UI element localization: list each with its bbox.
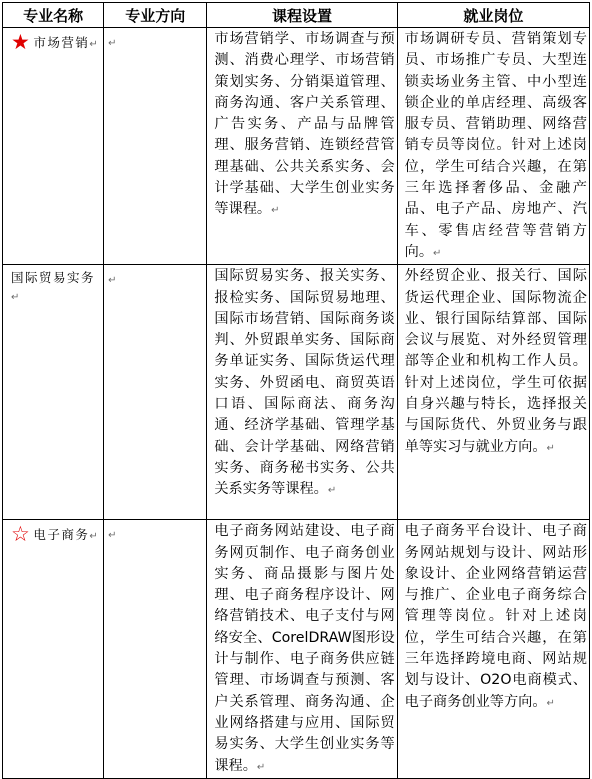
paragraph-mark-icon: ↵ xyxy=(256,761,266,773)
courses-text: 电子商务网站建设、电子商务网页制作、电子商务创业实务、商品摄影与图片处理、电子商务程序设计、网络营销技术、电子支付与网络安全、CorelDRAW图形设计与制作、电子商务供应链管理、市场调查与预测、客户关系管理、商务沟通、企业网络搭建与应用、国际贸易实务、大学生创业实务等课程。 xyxy=(214,523,395,774)
paragraph-mark-icon: ↵ xyxy=(327,485,337,497)
paragraph-mark-icon: ↵ xyxy=(11,292,21,304)
paragraph-mark-icon: ↵ xyxy=(89,39,100,50)
paragraph-mark-icon: ↵ xyxy=(271,205,280,217)
major-name: 电子商务 xyxy=(33,527,90,543)
table-row-ecommerce xyxy=(3,520,590,779)
paragraph-mark-icon: ↵ xyxy=(433,247,442,259)
major-name-cell xyxy=(3,28,104,265)
paragraph-mark-icon: ↵ xyxy=(108,530,117,542)
paragraph-mark-icon: ↵ xyxy=(89,531,100,543)
header-courses: 课程设置 xyxy=(207,3,397,28)
filled-star-icon: ★ xyxy=(11,30,32,54)
jobs-text: 电子商务平台设计、电子商务网站规划与设计、网站形象设计、企业网络营销运营与推广、企业电子商务综合管理等岗位。针对上述岗位，学生可结合兴趣，在第三年选择跨境电商、网站规划与设计、O2O电商模式、电子商务创业等方向。 xyxy=(404,523,587,710)
major-name: 国际贸易实务 xyxy=(11,270,96,286)
jobs-text: 市场调研专员、营销策划专员、市场推广专员、大型连锁卖场业务主管、中小型连锁企业的单店经理、高级客服专员、营销助理、网络营销专员等岗位。针对上述岗位，学生可结合兴趣，在第三年选择奢侈品、金融产品、电子产品、房地产、汽车、零售店经营等营销方向。 xyxy=(404,31,587,260)
courses-cell xyxy=(207,28,397,265)
jobs-cell xyxy=(397,265,589,520)
courses-text: 市场营销学、市场调查与预测、消费心理学、市场营销策划实务、分销渠道管理、商务沟通、客户关系管理、广告实务、产品与品牌管理、服务营销、连锁经营管理基础、公共关系实务、会计学基础、大学生创业实务等课程。 xyxy=(214,31,395,218)
header-direction: 专业方向 xyxy=(104,3,207,28)
paragraph-mark-icon: ↵ xyxy=(546,442,555,454)
courses-cell xyxy=(207,265,397,520)
header-major-name: 专业名称 xyxy=(3,3,104,28)
major-name-cell xyxy=(3,520,104,779)
paragraph-mark-icon: ↵ xyxy=(108,38,117,49)
jobs-cell xyxy=(397,520,589,779)
courses-text: 国际贸易实务、报关实务、报检实务、国际贸易地理、国际市场营销、国际商务谈判、外贸跟单实务、国际商务单证实务、国际货运代理实务、外贸函电、商贸英语口语、国际商法、商务沟通、经济学基础、管理学基础、会计学基础、网络营销实务、商务秘书实务、公共关系实务等课程。 xyxy=(214,268,395,498)
direction-cell xyxy=(104,28,207,265)
hollow-star-icon: ☆ xyxy=(11,522,32,547)
table-row-marketing xyxy=(3,28,590,265)
paragraph-mark-icon: ↵ xyxy=(546,697,555,709)
jobs-text: 外经贸企业、报关行、国际货运代理企业、国际物流企业、银行国际结算部、国际会议与展览、对外经贸管理部等企业和机构工作人员。针对上述岗位，学生可依据自身兴趣与特长，选择报关与国际货代、外贸业务与跟单等实习与就业方向。 xyxy=(404,268,587,455)
direction-cell xyxy=(104,520,207,779)
paragraph-mark-icon: ↵ xyxy=(108,275,117,287)
header-row xyxy=(3,3,590,28)
major-table xyxy=(2,2,590,779)
table-row-international-trade xyxy=(3,265,590,520)
jobs-cell xyxy=(397,28,589,265)
major-name: 市场营销 xyxy=(33,35,90,50)
header-jobs: 就业岗位 xyxy=(397,3,589,28)
major-name-cell xyxy=(3,265,104,520)
courses-cell xyxy=(207,520,397,779)
direction-cell xyxy=(104,265,207,520)
